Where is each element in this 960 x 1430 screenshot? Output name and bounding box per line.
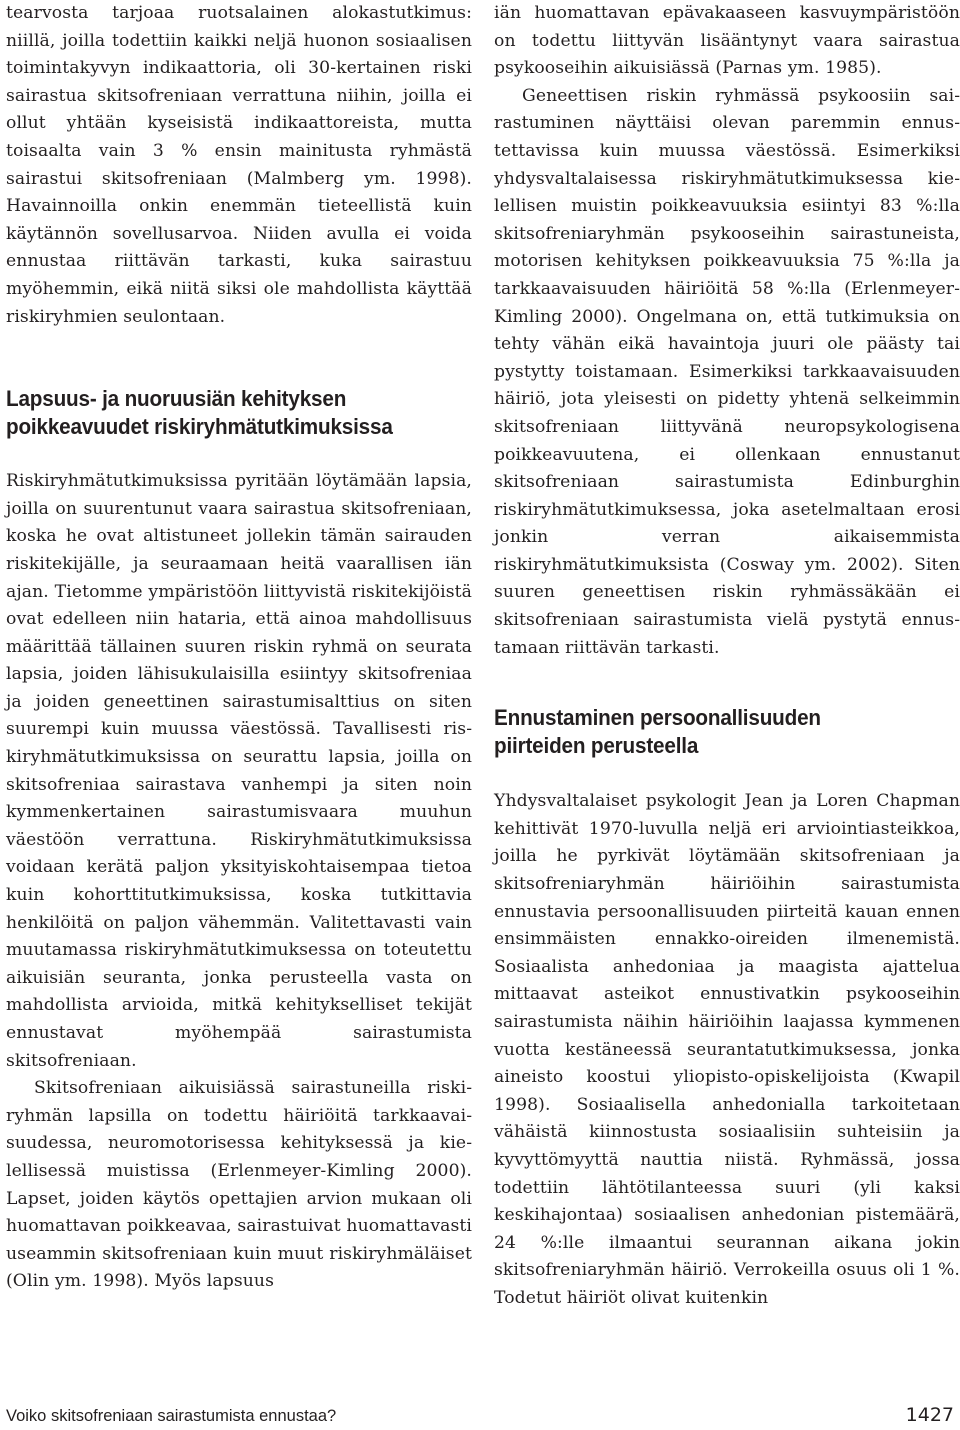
section-heading (494, 704, 960, 760)
body-paragraph: Geneettisen riskin ryhmässä psykoosiin sairastuminen näyttäisi olevan paremmin ennustettavissa kuin muussa väestössä. Esimerkiksi yhdysvaltalaisessa riskiryhmätutkimuksessa kielellisen muistin poikkeavuuksia esiintyi 83 %:lla skitsofreniaryhmän psykooseihin sairastuneista, motorisen kehityksen poikkeavuuksia 75 %:lla ja tarkkaavaisuuden häiriöitä 58 %:lla (Erlenmeyer-Kimling 2000). Ongelmana on, että tutkimuksia on tehty vähän eikä havaintoja juuri ole päästy tai pystytty toistamaan. Esimerkiksi tarkkaavaisuuden häiriö, jota yleisesti on pidetty yhtenä selkeimmin skitsofreniaan liittyvänä neuropsykologisena poikkeavuutena, ei ollenkaan ennustanut skitsofreniaan sairastumista Edinburghin riskiryhmätutkimuksessa, joka asetelmaltaan erosi jonkin verran aikaisemmista riskiryhmätutkimuksista (Cosway ym. 2002). Siten suuren geneettisen riskin ryhmässäkään ei skitsofreniaan sairastumista vielä pystytä ennustamaan riittävän tarkasti. (494, 85, 960, 658)
section-heading (6, 385, 472, 441)
section-heading-line: Lapsuus- ja nuoruusiän kehityksen (6, 386, 347, 412)
body-paragraph: iän huomattavan epävakaaseen kasvuympäristöön on todettu liittyvän lisääntynyt vaara sairastua psykooseihin aikuisiässä (Parnas ym. 1985). (494, 3, 960, 79)
running-title: Voiko skitsofreniaan sairastumista ennustaa? (6, 1407, 337, 1425)
right-column (494, 0, 960, 1313)
section-heading-line: poikkeavuudet riskiryhmätutkimuksissa (6, 414, 393, 440)
body-paragraph: Yhdysvaltalaiset psykologit Jean ja Loren Chapman kehittivät 1970-luvulla neljä eri arviointiasteikkoa, joilla he pyrkivät löytämään skitsofreniaan ja skitsofreniaryhmän häiriöihin sairastumista ennustavia persoonallisuuden piirteitä kauan ennen ensimmäisten ennakko-oireiden ilmenemistä. Sosiaalista anhedoniaa ja maagista ajattelua mittaavat asteikot ennustivatkin psykooseihin sairastumista näihin häiriöihin laajassa kymmenen vuotta kestäneessä seurantatutkimuksessa, jonka aineisto koostui yliopisto-opiskelijoista (Kwapil 1998). Sosiaalisella anhedonialla tarkoitetaan vähäistä kiinnostusta sosiaalisiin suhteisiin ja kyvyttömyyttä nauttia niistä. Ryhmässä, jossa todettiin lähtötilanteessa suuri (yli kaksi keskihajontaa) sosiaalisen anhedonian pistemäärä, 24 %:lle ilmaantui seurannan aikana jokin skitsofreniaryhmän häiriö. Verrokeilla osuus oli 1 %. Todetut häiriöt olivat kuitenkin (494, 791, 960, 1308)
page-footer (6, 1404, 954, 1428)
body-paragraph: Riskiryhmätutkimuksissa pyritään löytämään lapsia, joilla on suurentunut vaara sairastua skitsofreniaan, koska he ovat altistuneet jollekin tämän sairauden riskitekijälle, ja seuraamaan heitä vaarallisen iän ajan. Tietomme ympäristöön liittyvistä riskitekijöistä ovat edelleen niin hataria, että ainoa mahdollisuus määrittää tällainen suuren riskin ryhmä on seurata lapsia, joiden lähisukulaisilla esiintyy skitsofreniaa ja joiden geneettinen sairastumisalttius on siten suurempi kuin muussa väestössä. Tavallisesti riskiryhmätutkimuksissa on seurattu lapsia, joilla on skitsofreniaa sairastava vanhempi ja siten noin kymmenkertainen sairastumisvaara muuhun väestöön verrattuna. Riskiryhmätutkimuksissa voidaan kerätä paljon yksityiskohtaisempaa tietoa kuin kohorttitutkimuksissa, koska tutkittavia henkilöitä on paljon vähemmän. Valitettavasti vain muutamassa riskiryhmätutkimuksessa on toteutettu aikuisiän seuranta, jonka perusteella vasta on mahdollista arvioida, mitkä kehitykselliset tekijät ennustavat myöhempää sairastumista skitsofreniaan. (6, 471, 472, 1071)
section-heading-line: Ennustaminen persoonallisuuden (494, 705, 821, 731)
page-number: 1427 (905, 1404, 954, 1426)
left-column (6, 0, 472, 1296)
body-paragraph: Skitsofreniaan aikuisiässä sairastuneilla riskiryhmän lapsilla on todettu häiriöitä tarkkaavaisuudessa, neuromotorisessa kehityksessä ja kielellisessä muistissa (Erlenmeyer-Kimling 2000). Lapset, joiden käytös opettajien arvion mukaan oli huomattavan poikkeavaa, sairastuivat huomattavasti useammin skitsofreniaan kuin muut riskiryhmäläiset (Olin ym. 1998). Myös lapsuus (6, 1078, 472, 1292)
body-paragraph: tearvosta tarjoaa ruotsalainen alokastutkimus: niillä, joilla todettiin kaikki neljä huonon sosiaalisen toimintakyvyn indikaattoria, oli 30-kertainen riski sairastua skitsofreniaan verrattuna niihin, joilla ei ollut yhtään kyseisistä indikaattoreista, mutta toisaalta vain 3 % ensin mainitusta ryhmästä sairastui skitsofreniaan (Malmberg ym. 1998). Havainnoilla onkin enemmän tieteellistä kuin käytännön sovellusarvoa. Niiden avulla ei voida ennustaa riittävän tarkasti, kuka sairastuu myöhemmin, eikä niitä siksi ole mahdollista käyttää riskiryhmien seulontaan. (6, 3, 472, 327)
section-heading-line: piirteiden perusteella (494, 733, 699, 759)
